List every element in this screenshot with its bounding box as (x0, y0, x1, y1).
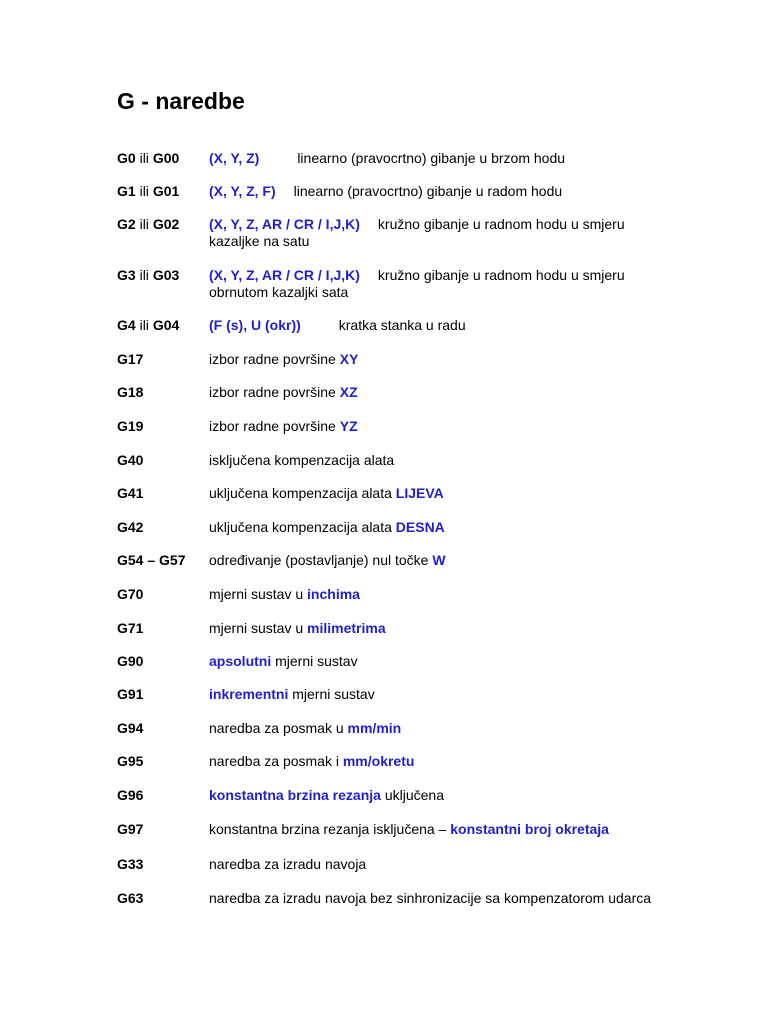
command-description: inkrementni mjerni sustav (209, 686, 375, 702)
command-code: G63 (117, 890, 144, 906)
command-parameters: (F (s), U (okr)) (209, 317, 301, 333)
command-description: naredba za izradu navoja (209, 856, 367, 872)
command-description: mjerni sustav u inchima (209, 586, 360, 602)
command-code: G40 (117, 452, 144, 468)
page-title: G - naredbe (117, 88, 245, 114)
command-code: G33 (117, 856, 144, 872)
command-code: G17 (117, 351, 144, 367)
command-description: (X, Y, Z, AR / CR / I,J,K) kružno gibanje u radnom hodu u smjeru kazaljke na satu (209, 216, 625, 249)
command-code: G0 ili G00 (117, 150, 180, 166)
command-code: G19 (117, 418, 144, 434)
command-code: G94 (117, 720, 144, 736)
command-code: G3 ili G03 (117, 267, 180, 283)
command-description: naredba za posmak u mm/min (209, 720, 402, 736)
command-parameters: (X, Y, Z, AR / CR / I,J,K) (209, 267, 360, 283)
command-parameters: (X, Y, Z, AR / CR / I,J,K) (209, 216, 360, 232)
command-description: (X, Y, Z, AR / CR / I,J,K) kružno gibanje u radnom hodu u smjeru obrnutom kazaljki sata (209, 267, 625, 300)
command-code: G1 ili G01 (117, 183, 180, 199)
command-description: isključena kompenzacija alata (209, 452, 395, 468)
command-code: G91 (117, 686, 144, 702)
command-description: uključena kompenzacija alata LIJEVA (209, 485, 444, 501)
command-description: apsolutni mjerni sustav (209, 653, 358, 669)
command-description: uključena kompenzacija alata DESNA (209, 519, 445, 535)
command-parameters: (X, Y, Z) (209, 150, 260, 166)
command-description: (X, Y, Z, F) linearno (pravocrtno) gibanje u radom hodu (209, 183, 563, 199)
command-description: (F (s), U (okr)) kratka stanka u radu (209, 317, 466, 333)
command-code: G18 (117, 384, 144, 400)
command-description: (X, Y, Z) linearno (pravocrtno) gibanje u brzom hodu (209, 150, 566, 166)
command-code: G2 ili G02 (117, 216, 180, 232)
command-code: G4 ili G04 (117, 317, 180, 333)
command-description: izbor radne površine XZ (209, 384, 358, 400)
command-code: G54 – G57 (117, 552, 186, 568)
command-code: G95 (117, 753, 144, 769)
command-code: G70 (117, 586, 144, 602)
command-description: određivanje (postavljanje) nul točke W (209, 552, 446, 568)
command-code: G90 (117, 653, 144, 669)
command-parameters: (X, Y, Z, F) (209, 183, 276, 199)
command-description: naredba za izradu navoja bez sinhronizacije sa kompenzatorom udarca (209, 890, 652, 906)
command-description: izbor radne površine XY (209, 351, 359, 367)
command-code: G42 (117, 519, 144, 535)
command-code: G41 (117, 485, 144, 501)
command-description: izbor radne površine YZ (209, 418, 358, 434)
command-description: konstantna brzina rezanja uključena (209, 787, 444, 803)
command-description: konstantna brzina rezanja isključena – konstantni broj okretaja (209, 821, 609, 837)
command-code: G71 (117, 620, 144, 636)
command-description: mjerni sustav u milimetrima (209, 620, 386, 636)
command-description: naredba za posmak i mm/okretu (209, 753, 415, 769)
command-code: G96 (117, 787, 144, 803)
command-code: G97 (117, 821, 144, 837)
